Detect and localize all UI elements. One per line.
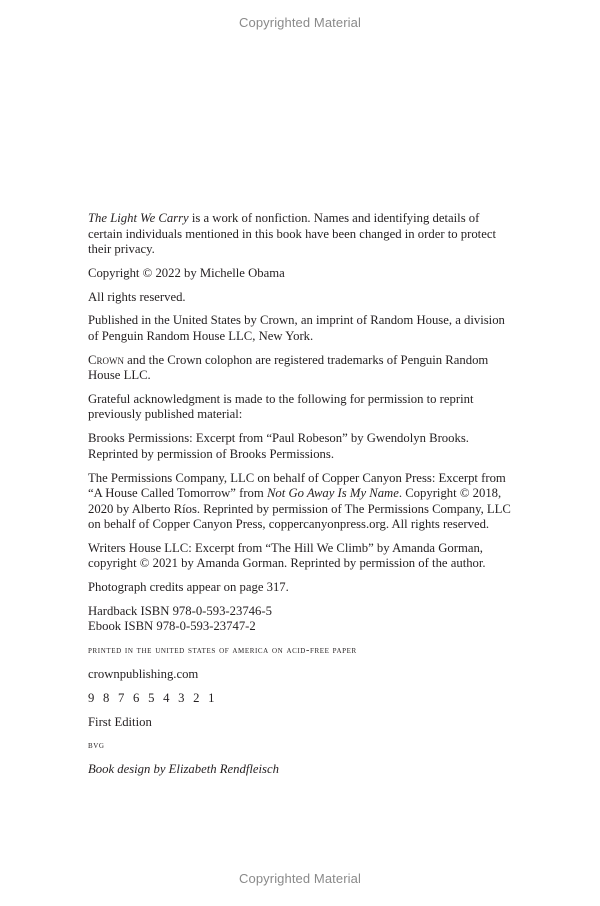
design-credit-text: Book design by Elizabeth Rendfleisch [88, 762, 279, 777]
copyright-line: Copyright © 2022 by Michelle Obama [88, 265, 285, 280]
permissions-text-before: The Permissions Company, LLC on behalf of Copper Canyon Press: Excerpt from “A House Called Tomorrow” from [88, 470, 506, 501]
copyright-watermark-bottom: Copyrighted Material [239, 871, 361, 886]
design-credit [88, 762, 516, 778]
copyright-page [88, 211, 516, 786]
printed-notice: printed in the united states of america on acid-free paper [88, 645, 357, 657]
brooks-permission: Brooks Permissions: Excerpt from “Paul Robeson” by Gwendolyn Brooks. Reprinted by permission of Brooks Permissions. [88, 431, 469, 461]
edition: First Edition [88, 714, 152, 729]
nonfiction-notice [88, 211, 516, 258]
isbn-block [88, 604, 516, 635]
publisher-info: Published in the United States by Crown, an imprint of Random House, a division of Penguin Random House LLC, New York. [88, 313, 505, 343]
trademark-notice [88, 353, 516, 384]
acknowledgment-intro: Grateful acknowledgment is made to the following for permission to reprint previously published material: [88, 391, 474, 422]
publisher-website: crownpublishing.com [88, 667, 199, 682]
isbn-hardback: Hardback ISBN 978-0-593-23746-5 [88, 603, 272, 618]
trademark-text: and the Crown colophon are registered trademarks of Penguin Random House LLC. [88, 352, 489, 383]
printer-code: bvg [88, 740, 105, 752]
printing-line: 9 8 7 6 5 4 3 2 1 [88, 690, 215, 705]
isbn-ebook: Ebook ISBN 978-0-593-23747-2 [88, 619, 256, 634]
photo-credits: Photograph credits appear on page 317. [88, 580, 289, 595]
rights-reserved: All rights reserved. [88, 289, 186, 304]
book-title: The Light We Carry [88, 211, 189, 225]
notice-text: is a work of nonfiction. Names and identifying details of certain individuals mentioned in this book have been changed in order to protect their privacy. [88, 211, 496, 256]
writers-house-permission: Writers House LLC: Excerpt from “The Hill We Climb” by Amanda Gorman, copyright © 2021 by Amanda Gorman. Reprinted by permission of the author. [88, 540, 486, 571]
crown-brand: Crown [88, 352, 124, 367]
permissions-text-after: . Copyright © 2018, 2020 by Alberto Ríos. Reprinted by permission of The Permissions Company, LLC on behalf of Copper Canyon Press, coppercanyonpress.org. All rights reserved. [88, 486, 511, 532]
poem-collection-title: Not Go Away Is My Name [266, 486, 399, 501]
copyright-watermark-top: Copyrighted Material [239, 15, 361, 30]
permissions-company [88, 471, 516, 533]
